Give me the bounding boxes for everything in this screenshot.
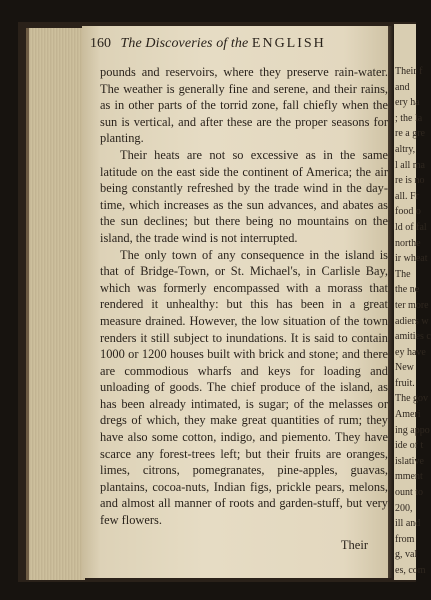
fragment-line: re a gre xyxy=(395,128,425,140)
fragment-line: northe xyxy=(395,237,421,249)
facing-page xyxy=(394,24,431,580)
fragment-line: g, val xyxy=(395,549,418,561)
book-page xyxy=(82,26,390,578)
fragment-line: ld of fal xyxy=(395,221,427,233)
fragment-line: ey have xyxy=(395,346,426,358)
page-header xyxy=(90,36,386,58)
fragment-line: New xyxy=(395,362,414,374)
fragment-line: altry, xyxy=(395,143,416,155)
fragment-line: Their f xyxy=(395,66,423,77)
catchword: Their xyxy=(340,538,368,552)
fragment-line: 200, xyxy=(395,502,413,514)
running-title xyxy=(121,36,326,52)
fragment-line: ing appo xyxy=(395,424,430,436)
fragment-line: from xyxy=(395,533,415,545)
page-number: 160 xyxy=(90,36,111,51)
fragment-line: food o xyxy=(395,206,421,218)
fragment-line: amities c xyxy=(395,331,431,343)
running-title-caps: ENGLISH xyxy=(251,36,326,51)
running-title-italic: The Discoveries of the xyxy=(120,36,249,51)
facing-page-fragments xyxy=(394,64,431,579)
fragment-line: islative xyxy=(395,455,424,467)
body-text xyxy=(100,64,388,529)
fragment-line: and xyxy=(395,81,410,93)
fragment-line: all. Fr xyxy=(395,190,419,202)
fragment-line: the ne xyxy=(395,284,420,296)
fragment-line: re is no xyxy=(395,175,425,187)
fragment-line: fruit. xyxy=(395,377,415,389)
fragment-line: ount to xyxy=(395,487,424,499)
fragment-line: ; the la xyxy=(395,112,423,124)
fragment-line: es, com xyxy=(395,565,426,576)
fragment-line: The xyxy=(395,268,411,280)
fragment-line: l all ma xyxy=(395,159,425,171)
fragment-line: ter more xyxy=(395,299,429,311)
fragment-line: The gov xyxy=(395,393,429,405)
paragraph: Their heats are not so excessive as in the same latitude on the east side the continent of America; the air being constantly refreshed by the trade wind in the day-time, which increases as the sun advances, and abates as the sun declines; but there being no mountains on the island, the trade wind is not interrupted. xyxy=(100,147,388,245)
paragraph: The only town of any consequence in the island is that of Bridge-Town, or St. Michael's, in Carlisle Bay, which was formerly encompassed with a morass that rendered it unhealthy: but this has been in a great measure drained. However, the low situation of the town renders it still subject to inundations. It is said to contain 1000 or 1200 houses built with brick and stone; and there are commodious wharfs and keys for loading and unloading of goods. The chief produce of the island, as has been already intimated, is sugar; of the melasses or dregs of which, they make great quantities of rum; they have also some cotton, indigo, and piemento. They have scarce any forest-trees left; but their fruits are oranges, limes, citrons, pomegranates, pine-apples, guavas, plantains, cocoa-nuts, Indian figs, prickle pears, melons, and almost all manner of roots and garden-stuff, but very few flowers. xyxy=(100,247,388,528)
fragment-line: ide of t xyxy=(395,440,424,452)
page-edges xyxy=(26,28,85,580)
fragment-line: Ameri xyxy=(395,409,421,421)
fragment-line: ery ha xyxy=(395,97,420,109)
fragment-line: ir wheat xyxy=(395,253,428,265)
fragment-line: ill and xyxy=(395,518,421,530)
fragment-line: adiers w xyxy=(395,315,429,327)
fragment-line: mment xyxy=(395,471,423,483)
paragraph-continued: pounds and reservoirs, where they preserve rain-water. The weather is generally fine and serene, and their rains, as in other parts of the torrid zone, fall chiefly when the sun is vertical, and after these are the proper seasons for planting. xyxy=(100,65,388,146)
